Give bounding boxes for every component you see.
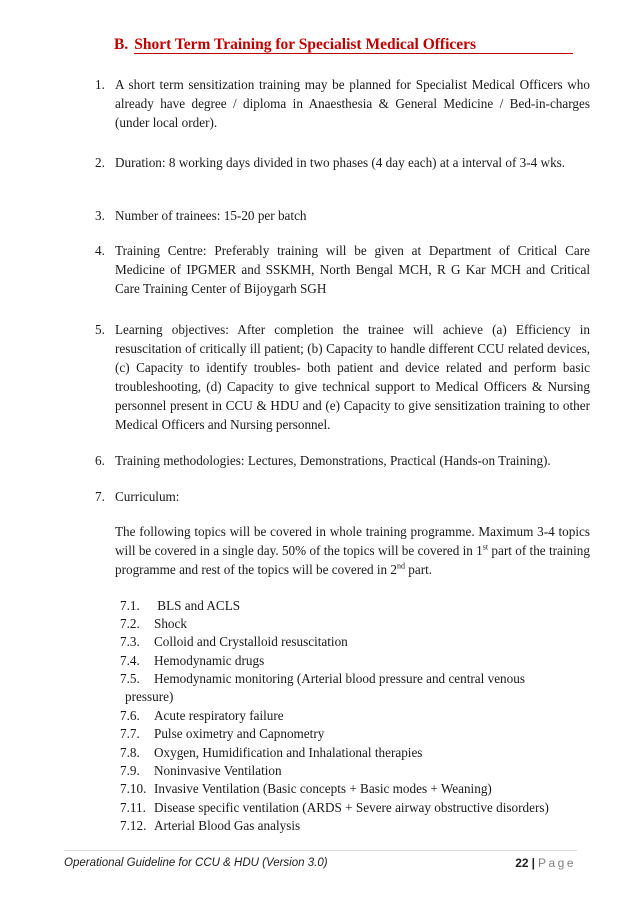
section-letter: B. (114, 36, 129, 53)
topic-number: 7.8. (120, 745, 140, 760)
page-label: Page (537, 856, 576, 870)
topic-number: 7.10. (120, 781, 147, 796)
topic-text: Disease specific ventilation (ARDS + Severe airway obstructive disorders) (154, 800, 549, 815)
topic-text: Acute respiratory failure (154, 708, 284, 723)
topic-item (120, 615, 187, 633)
page-number: 22 (515, 856, 529, 870)
list-item (95, 451, 590, 470)
item-text: Curriculum: (115, 489, 180, 504)
item-number: 1. (95, 77, 105, 92)
page-separator: | (531, 856, 535, 870)
section-heading (114, 36, 573, 54)
topic-number: 7.7. (120, 726, 140, 741)
intro-part1: The following topics will be covered in whole training programme. Maximum 3-4 topics will be covered in a single day. 50% of the topics will be covered in 1 (115, 524, 590, 558)
topic-number: 7.9. (120, 763, 140, 778)
topic-item (120, 817, 300, 835)
item-text: Number of trainees: 15-20 per batch (115, 208, 307, 223)
item-number: 2. (95, 155, 105, 170)
topic-text: Invasive Ventilation (Basic concepts + Basic modes + Weaning) (154, 781, 492, 796)
list-item (95, 206, 590, 225)
item-text: Training methodologies: Lectures, Demonstrations, Practical (Hands-on Training). (115, 453, 551, 468)
topic-number: 7.2. (120, 616, 140, 631)
topic-item (120, 780, 492, 798)
list-item (95, 153, 590, 172)
item-text: A short term sensitization training may be planned for Specialist Medical Officers who already have degree / diploma in Anaesthesia & General Medicine / Bed-in-charges (under local order). (115, 77, 590, 130)
topic-text: Colloid and Crystalloid resuscitation (154, 634, 348, 649)
intro-part2: part of the training programme and rest of the topics will be covered in 2 (115, 543, 590, 577)
section-title: Short Term Training for Specialist Medical Officers (134, 36, 573, 54)
list-item (95, 320, 590, 434)
topic-number: 7.1. (120, 598, 140, 613)
topic-text: Noninvasive Ventilation (154, 763, 282, 778)
list-item (95, 487, 590, 506)
topic-text: BLS and ACLS (154, 598, 241, 613)
footer-document-title: Operational Guideline for CCU & HDU (Version 3.0) (64, 857, 328, 869)
topic-text: Oxygen, Humidification and Inhalational therapies (154, 745, 423, 760)
topic-item (120, 670, 580, 707)
list-item (95, 241, 590, 298)
topic-item (120, 707, 284, 725)
list-item (95, 75, 590, 132)
item-number: 3. (95, 208, 105, 223)
topic-text: Hemodynamic monitoring (Arterial blood pressure and central venous (154, 671, 525, 686)
topic-number: 7.5. (120, 671, 140, 686)
footer-page-indicator (515, 856, 576, 870)
topic-item (120, 762, 282, 780)
topic-text: Hemodynamic drugs (154, 653, 265, 668)
topic-number: 7.11. (120, 800, 146, 815)
topic-text: Pulse oximetry and Capnometry (154, 726, 325, 741)
topic-number: 7.3. (120, 634, 140, 649)
intro-part3: part. (404, 562, 433, 577)
topic-text: Shock (154, 616, 187, 631)
item-text: Duration: 8 working days divided in two phases (4 day each) at a interval of 3-4 wks. (115, 155, 566, 170)
intro-sup1: st (482, 542, 489, 552)
topic-item (120, 652, 264, 670)
item-text: Training Centre: Preferably training will be given at Department of Critical Care Medicine of IPGMER and SSKMH, North Bengal MCH, R G Kar MCH and Critical Care Training Center of Bijoygarh SGH (115, 243, 590, 296)
topic-number: 7.6. (120, 708, 140, 723)
topic-number: 7.4. (120, 653, 140, 668)
topic-item (120, 633, 348, 651)
item-number: 4. (95, 243, 105, 258)
intro-sup2: nd (396, 561, 405, 571)
footer-divider (64, 850, 577, 851)
topic-item (120, 597, 240, 615)
topic-item (120, 744, 422, 762)
topic-text-continued: pressure) (125, 689, 174, 705)
item-number: 6. (95, 453, 105, 468)
topic-number: 7.12. (120, 818, 147, 833)
item-text: Learning objectives: After completion the trainee will achieve (a) Efficiency in resuscitation of critically ill patient; (b) Capacity to handle different CCU related devices, (c) Capacity to identify troubles- both patient and device related and perform basic troubleshooting, (d) Capacity to give technical support to Medical Officers & Nursing personnel present in CCU & HDU and (e) Capacity to give sensitization training to other Medical Officers and Nursing personnel. (115, 322, 590, 432)
item-number: 7. (95, 489, 105, 504)
item-number: 5. (95, 322, 105, 337)
topic-text: Arterial Blood Gas analysis (154, 818, 301, 833)
curriculum-intro (115, 522, 590, 579)
topic-item (120, 725, 324, 743)
topic-item (120, 799, 549, 817)
